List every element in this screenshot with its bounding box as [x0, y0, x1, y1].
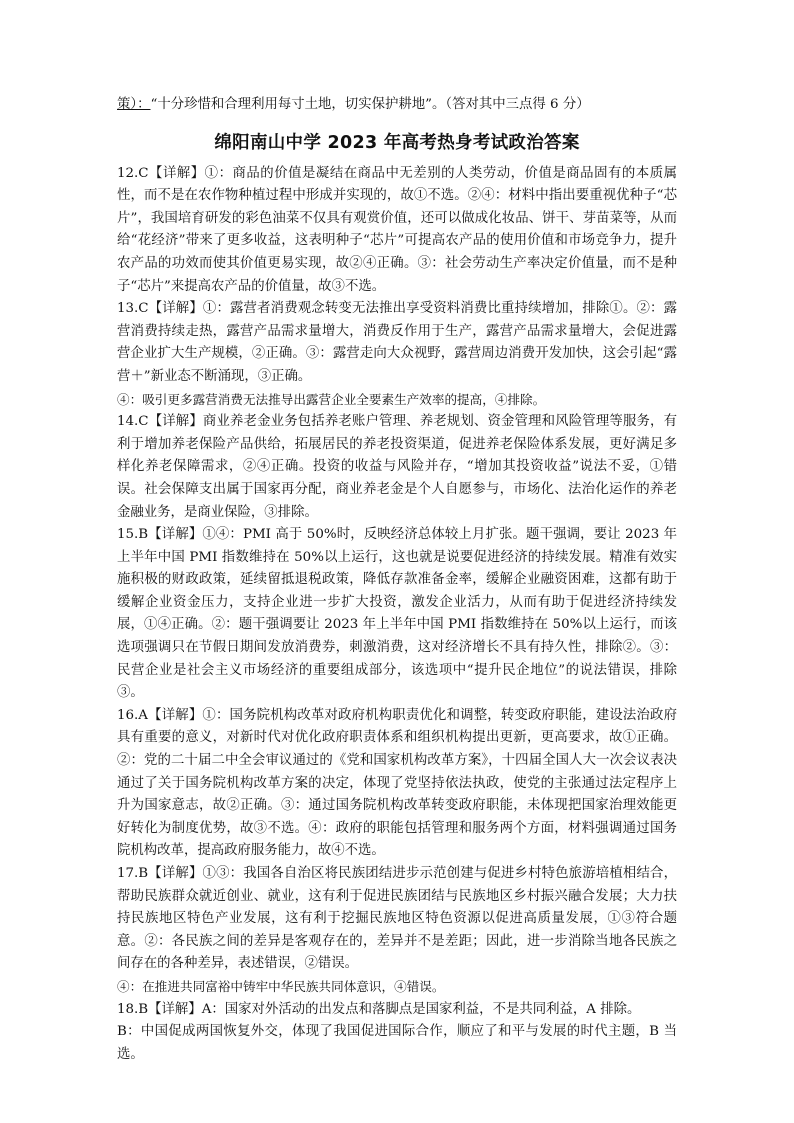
answer-paragraph-15: 15.B【详解】①④：PMI 高于 50%时，反映经济总体较上月扩张。题干强调，要让 2023 年上半年中国 PMI 指数维持在 50%以上运行，这也就是说要促进经济的持续发展。精准有效实施积极的财政政策，延续留抵退税政策，降低存款准备金率，缓解企业融资困难，这都有助于缓解企业资金压力，支持企业进一步扩大投资，激发企业活力，从而有助于促进经济持续发展，①④正确。②：题干强调要让 2023 年上半年中国 PMI 指数维持在 50%以上运行，而该选项强调只在节假日期间发放消费券，刺激消费，这对经济增长不具有持久性，排除②。③：民营企业是社会主义市场经济的重要组成部分，该选项中“提升民企地位”的说法错误，排除③。	[117, 527, 677, 701]
intro-underlined-prefix: 策）：	[117, 97, 151, 112]
answer-paragraph-18: 18.B【详解】A：国家对外活动的出发点和落脚点是国家利益，不是共同利益，A 排除。	[117, 1001, 641, 1017]
document-page	[117, 94, 677, 1066]
answer-paragraph-12: 12.C【详解】①：商品的价值是凝结在商品中无差别的人类劳动，价值是商品固有的本质属性，而不是在农作物种植过程中形成并实现的，故①不选。②④：材料中指出要重视优种子“芯片”，我国培育研发的彩色油菜不仅具有观赏价值，还可以做成化妆品、饼干、芽苗菜等，从而给“花经济”带来了更多收益，这表明种子“芯片”可提高农产品的使用价值和市场竞争力，提升农产品的功效而使其价值更易实现，故②④正确。③：社会劳动生产率决定价值量，而不是种子“芯片”来提高农产品的价值量，故③不选。	[117, 165, 677, 294]
intro-line	[117, 94, 677, 117]
answer-paragraph-18-b: B：中国促成两国恢复外交，体现了我国促进国际合作，顺应了和平与发展的时代主题，B 当选。	[117, 1024, 677, 1062]
answer-paragraph-17: 17.B【详解】①③：我国各自治区将民族团结进步示范创建与促进乡村特色旅游培植相结合，帮助民族群众就近创业、就业，这有利于促进民族团结与民族地区乡村振兴融合发展；大力扶持民族地区特色产业发展，这有利于挖掘民族地区特色资源以促进高质量发展，①③符合题意。②：各民族之间的差异是客观存在的，差异并不是差距；因此，进一步消除当地各民族之间存在的各种差异，表述错误，②错误。	[117, 866, 677, 972]
page-title: 绵阳南山中学 2023 年高考热身考试政治答案	[214, 132, 580, 153]
answer-paragraph-13-note: ④：吸引更多露营消费无法推导出露营企业全要素生产效率的提高，④排除。	[117, 391, 546, 407]
answer-paragraph-16: 16.A【详解】①：国务院机构改革对政府机构职责优化和调整，转变政府职能，建设法治政府具有重要的意义，对新时代对优化政府职责体系和组织机构提出更新，更高要求，故①正确。②：党的二十届二中全会审议通过的《党和国家机构改革方案》，十四届全国人大一次会议表决通过了关于国务院机构改革方案的决定，体现了党坚持依法执政，使党的主张通过法定程序上升为国家意志，故②正确。③：通过国务院机构改革转变政府职能，未体现把国家治理效能更好转化为制度优势，故③不选。④：政府的职能包括管理和服务两个方面，材料强调通过国务院机构改革，提高政府服务能力，故④不选。	[117, 707, 677, 859]
answer-paragraph-14: 14.C【详解】商业养老金业务包括养老账户管理、养老规划、资金管理和风险管理等服务，有利于增加养老保险产品供给，拓展居民的养老投资渠道，促进养老保险体系发展，更好满足多样化养老保障需求，②④正确。投资的收益与风险并存，“增加其投资收益”说法不妥，①错误。社会保障支出属于国家再分配，商业养老金是个人自愿参与，市场化、法治化运作的养老金融业务，是商业保险，③排除。	[117, 414, 677, 520]
intro-text: “十分珍惜和合理利用每寸土地，切实保护耕地”。（答对其中三点得 6 分）	[150, 97, 590, 112]
answer-paragraph-13: 13.C【详解】①：露营者消费观念转变无法推出享受资料消费比重持续增加，排除①。②：露营消费持续走热，露营产品需求量增大，消费反作用于生产，露营产品需求量增大，会促进露营企业扩大生产规模，②正确。③：露营走向大众视野，露营周边消费开发加快，这会引起“露营＋”新业态不断涌现，③正确。	[117, 301, 677, 384]
answer-paragraph-17-note: ④：在推进共同富裕中铸牢中华民族共同体意识，④错误。	[117, 978, 445, 994]
